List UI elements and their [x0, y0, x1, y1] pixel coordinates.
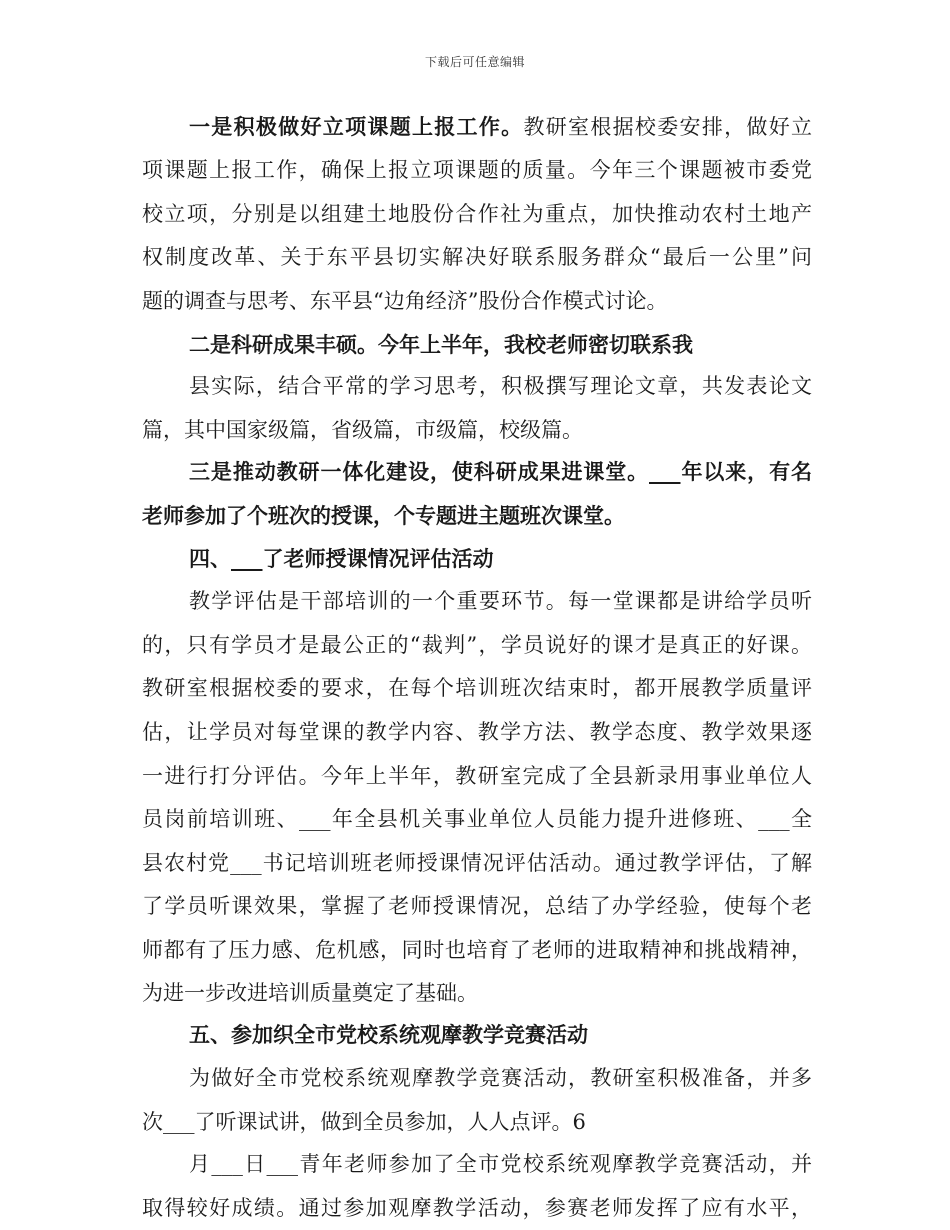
text-line: [189, 455, 812, 489]
text-line: [142, 759, 812, 793]
text-segment: 了学员听课效果，掌握了老师授课情况，总结了办学经验，使每个老: [142, 894, 812, 918]
text-line: [142, 846, 812, 880]
text-line: [142, 240, 812, 274]
text-segment: 老师参加了个班次的授课，个专题进主题班次课堂。: [142, 503, 625, 528]
text-segment: 一进行打分评估。今年上半年，教研室完成了全县新录用事业单位人: [142, 764, 812, 788]
text-segment: 项课题上报工作，确保上报立项课题的质量。今年三个课题被市委党: [142, 158, 812, 182]
text-line: [142, 1105, 586, 1139]
text-line: [189, 1147, 812, 1181]
text-line: [189, 110, 812, 144]
text-line: [142, 197, 812, 231]
text-segment: 教学评估是干部培训的一个重要环节。每一堂课都是讲给学员听: [189, 589, 812, 613]
text-line: [142, 889, 812, 923]
text-line: [142, 628, 812, 662]
text-segment: 县农村党___书记培训班老师授课情况评估活动。通过教学评估，了解: [142, 851, 812, 875]
text-segment: 估，让学员对每堂课的教学内容、教学方法、教学态度、教学效果逐: [142, 720, 812, 744]
text-line: [142, 284, 667, 318]
text-segment: 为进一步改进培训质量奠定了基础。: [142, 981, 478, 1005]
text-segment: 权制度改革、关于东平县切实解决好联系服务群众“最后一公里”问: [142, 245, 812, 269]
text-line: [189, 1061, 812, 1095]
text-segment: 县实际，结合平常的学习思考，积极撰写理论文章，共发表论文: [189, 374, 812, 398]
text-segment: 员岗前培训班、___年全县机关事业单位人员能力提升进修班、___全: [142, 807, 812, 831]
text-line: [142, 671, 812, 705]
text-line: [142, 413, 583, 447]
text-line: [142, 499, 625, 533]
text-line: [189, 584, 812, 618]
text-segment: 教研室根据校委的要求，在每个培训班次结束时，都开展教学质量评: [142, 676, 812, 700]
text-line: [142, 153, 812, 187]
text-line: [142, 1191, 812, 1225]
text-segment: 月___日___青年老师参加了全市党校系统观摩教学竞赛活动，并: [189, 1152, 812, 1176]
text-line: [142, 802, 812, 836]
text-segment: 为做好全市党校系统观摩教学竞赛活动，教研室积极准备，并多: [189, 1066, 812, 1090]
text-line: [142, 933, 812, 967]
text-line: [189, 369, 812, 403]
text-segment: 师都有了压力感、危机感，同时也培育了老师的进取精神和挑战精神，: [142, 938, 812, 962]
text-segment: 校立项，分别是以组建土地股份合作社为重点，加快推动农村土地产: [142, 202, 812, 226]
text-segment: 篇，其中国家级篇，省级篇，市级篇，校级篇。: [142, 418, 583, 442]
text-segment: 教研室根据校委安排，做好立: [523, 115, 813, 139]
text-segment: 题的调查与思考、东平县“边角经济”股份合作模式讨论。: [142, 289, 668, 313]
text-segment: 五、参加织全市党校系统观摩教学竞赛活动: [189, 1022, 588, 1047]
text-line: [142, 715, 812, 749]
page-header: 下载后可任意编辑: [424, 55, 525, 69]
text-segment: 的，只有学员才是最公正的“裁判”，学员说好的课才是真正的好课。: [142, 633, 812, 657]
text-segment: 四、___了老师授课情况评估活动: [189, 546, 494, 571]
text-segment: 一是积极做好立项课题上报工作。: [189, 114, 524, 139]
text-line: [189, 328, 693, 362]
text-segment: 取得较好成绩。通过参加观摩教学活动，参赛老师发挥了应有水平，: [142, 1196, 812, 1220]
text-line: [189, 542, 494, 576]
text-segment: 二是科研成果丰硕。今年上半年，我校老师密切联系我: [189, 332, 693, 357]
text-line: [142, 976, 478, 1010]
text-line: [189, 1018, 588, 1052]
text-segment: 次___了听课试讲，做到全员参加，人人点评。6: [142, 1110, 586, 1134]
text-segment: 三是推动教研一体化建设，使科研成果进课堂。___年以来，有名: [189, 459, 812, 484]
